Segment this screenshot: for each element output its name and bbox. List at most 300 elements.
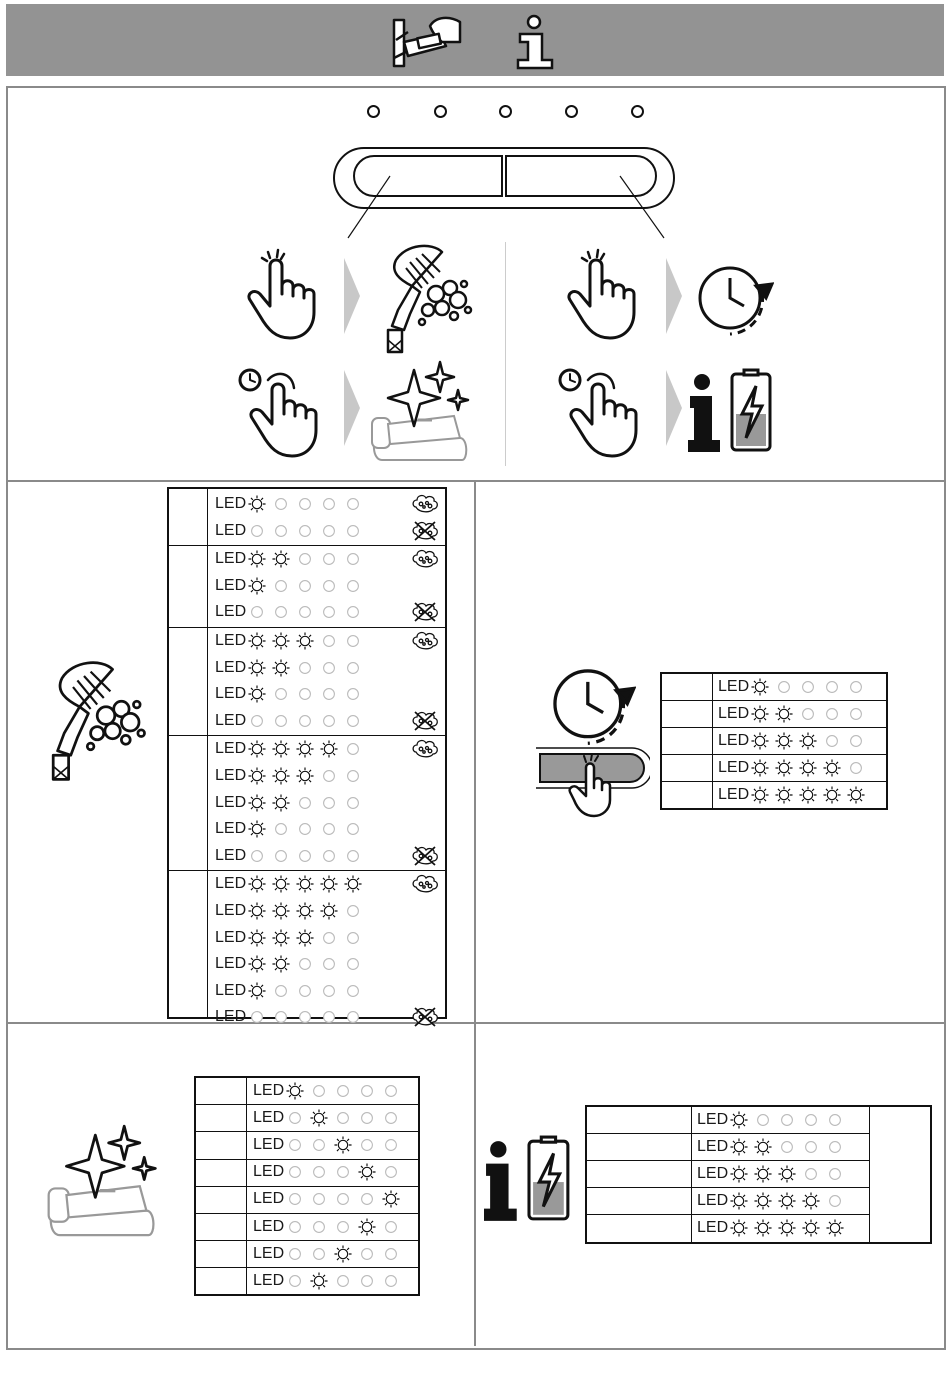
led-on-icon — [272, 767, 290, 785]
indicator-led-dot — [565, 105, 578, 118]
led-off-icon — [248, 712, 266, 730]
led-on-icon — [272, 955, 290, 973]
led-off-icon — [802, 1111, 820, 1129]
led-on-icon — [730, 1165, 748, 1183]
led-on-icon — [751, 786, 769, 804]
led-off-icon — [799, 705, 817, 723]
led-label: LED — [697, 1192, 729, 1209]
led-row — [697, 1107, 850, 1133]
led-off-icon — [334, 1190, 352, 1208]
led-label: LED — [215, 603, 247, 621]
led-row — [215, 681, 368, 707]
led-off-icon — [296, 659, 314, 677]
led-on-icon — [344, 875, 362, 893]
led-on-icon — [296, 902, 314, 920]
led-label: LED — [718, 758, 750, 776]
led-row — [253, 1105, 406, 1131]
led-off-icon — [334, 1218, 352, 1236]
timer-led-table — [660, 672, 888, 810]
led-row — [253, 1241, 406, 1267]
led-on-icon — [847, 786, 865, 804]
led-off-icon — [382, 1082, 400, 1100]
led-off-icon — [320, 577, 338, 595]
foam-off-icon — [411, 1006, 439, 1028]
led-row — [697, 1134, 850, 1160]
led-off-icon — [826, 1111, 844, 1129]
led-label: LED — [253, 1108, 285, 1126]
cleaning-sparkle-icon — [368, 360, 472, 468]
led-on-icon — [778, 1219, 796, 1237]
led-on-icon — [775, 732, 793, 750]
led-on-icon — [751, 705, 769, 723]
led-off-icon — [802, 1165, 820, 1183]
led-label: LED — [215, 875, 247, 893]
led-on-icon — [775, 759, 793, 777]
led-on-icon — [802, 1192, 820, 1210]
led-row — [215, 573, 368, 599]
arrow-right-icon — [344, 258, 360, 334]
foam-on-icon — [411, 630, 439, 652]
led-label: LED — [215, 576, 247, 594]
led-off-icon — [320, 1008, 338, 1026]
led-off-icon — [310, 1082, 328, 1100]
led-label: LED — [215, 685, 247, 703]
timer-icon — [544, 660, 636, 752]
led-row — [697, 1161, 850, 1187]
led-off-icon — [248, 1008, 266, 1026]
indicator-led-dot — [499, 105, 512, 118]
led-row — [215, 763, 368, 789]
header-bar — [6, 4, 944, 76]
led-off-icon — [382, 1136, 400, 1154]
led-off-icon — [344, 712, 362, 730]
led-off-icon — [320, 955, 338, 973]
led-off-icon — [344, 820, 362, 838]
led-off-icon — [286, 1163, 304, 1181]
led-off-icon — [320, 603, 338, 621]
led-off-icon — [248, 522, 266, 540]
led-on-icon — [754, 1138, 772, 1156]
battery-led-table — [585, 1105, 932, 1244]
led-off-icon — [286, 1109, 304, 1127]
led-off-icon — [320, 495, 338, 513]
led-off-icon — [344, 740, 362, 758]
led-off-icon — [320, 794, 338, 812]
led-on-icon — [799, 786, 817, 804]
led-label: LED — [697, 1138, 729, 1155]
indicator-led-dot — [434, 105, 447, 118]
led-on-icon — [826, 1219, 844, 1237]
long-press-icon — [236, 366, 326, 458]
led-on-icon — [823, 759, 841, 777]
led-off-icon — [826, 1165, 844, 1183]
led-off-icon — [286, 1190, 304, 1208]
led-on-icon — [802, 1219, 820, 1237]
arrow-right-icon — [344, 370, 360, 446]
led-off-icon — [286, 1136, 304, 1154]
led-on-icon — [248, 767, 266, 785]
led-on-icon — [248, 577, 266, 595]
led-off-icon — [296, 712, 314, 730]
led-label: LED — [253, 1081, 285, 1099]
led-row — [215, 1004, 368, 1030]
led-row — [253, 1214, 406, 1240]
led-off-icon — [296, 550, 314, 568]
led-on-icon — [248, 929, 266, 947]
led-on-icon — [248, 955, 266, 973]
arrow-right-icon — [666, 258, 682, 334]
led-row — [215, 708, 368, 734]
led-on-icon — [296, 767, 314, 785]
led-row — [718, 782, 871, 808]
led-off-icon — [272, 603, 290, 621]
led-on-icon — [248, 550, 266, 568]
led-row — [215, 816, 368, 842]
led-on-icon — [272, 902, 290, 920]
led-row — [215, 843, 368, 869]
led-row — [215, 978, 368, 1004]
wall-mount-icon — [390, 12, 466, 70]
foam-on-icon — [411, 548, 439, 570]
led-on-icon — [248, 820, 266, 838]
led-row — [253, 1186, 406, 1212]
led-off-icon — [320, 550, 338, 568]
led-on-icon — [296, 632, 314, 650]
led-off-icon — [286, 1245, 304, 1263]
shower-led-table — [167, 487, 447, 1026]
led-off-icon — [358, 1272, 376, 1290]
led-on-icon — [272, 550, 290, 568]
led-label: LED — [718, 704, 750, 722]
led-row — [253, 1268, 406, 1294]
led-on-icon — [751, 732, 769, 750]
led-on-icon — [272, 740, 290, 758]
led-row — [253, 1132, 406, 1158]
indicator-led-dot — [631, 105, 644, 118]
led-off-icon — [826, 1138, 844, 1156]
led-on-icon — [754, 1219, 772, 1237]
tap-icon — [566, 246, 642, 342]
led-off-icon — [382, 1245, 400, 1263]
led-on-icon — [248, 794, 266, 812]
led-on-icon — [286, 1082, 304, 1100]
led-on-icon — [272, 875, 290, 893]
divider — [474, 480, 476, 1346]
led-off-icon — [296, 820, 314, 838]
timer-icon — [690, 258, 774, 342]
hand-shower-foam-icon — [376, 240, 476, 356]
led-on-icon — [248, 982, 266, 1000]
led-off-icon — [272, 685, 290, 703]
led-label: LED — [215, 928, 247, 946]
led-label: LED — [697, 1165, 729, 1182]
led-off-icon — [320, 522, 338, 540]
led-label: LED — [253, 1217, 285, 1235]
foam-off-icon — [411, 845, 439, 867]
led-row — [215, 491, 368, 517]
led-off-icon — [358, 1190, 376, 1208]
led-label: LED — [215, 711, 247, 729]
led-on-icon — [799, 759, 817, 777]
led-off-icon — [296, 603, 314, 621]
indicator-led-dot — [367, 105, 380, 118]
led-off-icon — [334, 1109, 352, 1127]
led-off-icon — [382, 1272, 400, 1290]
led-off-icon — [296, 794, 314, 812]
led-label: LED — [215, 902, 247, 919]
led-on-icon — [310, 1109, 328, 1127]
led-off-icon — [358, 1082, 376, 1100]
led-label: LED — [697, 1111, 729, 1128]
led-off-icon — [358, 1109, 376, 1127]
led-on-icon — [248, 632, 266, 650]
led-label: LED — [253, 1244, 285, 1262]
led-off-icon — [344, 550, 362, 568]
cleaning-sparkle-icon — [44, 1124, 160, 1244]
foam-off-icon — [411, 601, 439, 623]
led-label: LED — [253, 1272, 285, 1289]
led-off-icon — [272, 1008, 290, 1026]
led-off-icon — [358, 1245, 376, 1263]
led-label: LED — [718, 731, 750, 749]
led-on-icon — [730, 1111, 748, 1129]
led-label: LED — [215, 495, 247, 512]
led-off-icon — [248, 847, 266, 865]
led-off-icon — [344, 982, 362, 1000]
led-off-icon — [310, 1190, 328, 1208]
led-off-icon — [382, 1109, 400, 1127]
led-label: LED — [215, 981, 247, 999]
battery-info-icon — [484, 1134, 574, 1224]
led-label: LED — [215, 632, 247, 649]
led-on-icon — [778, 1165, 796, 1183]
led-row — [215, 898, 368, 924]
divider — [505, 242, 506, 466]
led-on-icon — [358, 1163, 376, 1181]
foam-off-icon — [411, 520, 439, 542]
led-label: LED — [253, 1190, 285, 1208]
battery-info-icon — [688, 368, 776, 454]
led-off-icon — [310, 1245, 328, 1263]
led-off-icon — [847, 759, 865, 777]
led-off-icon — [286, 1218, 304, 1236]
led-off-icon — [320, 632, 338, 650]
led-row — [215, 599, 368, 625]
led-on-icon — [334, 1245, 352, 1263]
led-off-icon — [310, 1163, 328, 1181]
led-on-icon — [272, 794, 290, 812]
led-on-icon — [320, 902, 338, 920]
led-off-icon — [775, 678, 793, 696]
led-on-icon — [754, 1192, 772, 1210]
led-off-icon — [826, 1192, 844, 1210]
led-on-icon — [248, 685, 266, 703]
led-on-icon — [310, 1272, 328, 1290]
led-off-icon — [320, 712, 338, 730]
led-row — [215, 871, 368, 897]
led-row — [215, 628, 368, 654]
led-off-icon — [310, 1218, 328, 1236]
led-on-icon — [296, 875, 314, 893]
led-off-icon — [344, 794, 362, 812]
led-off-icon — [296, 685, 314, 703]
led-off-icon — [802, 1138, 820, 1156]
led-off-icon — [296, 982, 314, 1000]
led-label: LED — [253, 1136, 285, 1153]
led-on-icon — [358, 1218, 376, 1236]
led-label: LED — [697, 1219, 729, 1236]
arrow-right-icon — [666, 370, 682, 446]
led-on-icon — [751, 759, 769, 777]
led-row — [215, 790, 368, 816]
led-on-icon — [775, 705, 793, 723]
led-on-icon — [754, 1165, 772, 1183]
led-label: LED — [215, 767, 247, 784]
led-on-icon — [799, 732, 817, 750]
led-off-icon — [344, 955, 362, 973]
led-off-icon — [344, 929, 362, 947]
led-off-icon — [344, 495, 362, 513]
led-row — [215, 518, 368, 544]
led-row — [718, 701, 871, 727]
led-off-icon — [823, 678, 841, 696]
led-off-icon — [286, 1272, 304, 1290]
led-off-icon — [320, 982, 338, 1000]
cleaning-led-table — [194, 1076, 420, 1296]
led-row — [253, 1078, 406, 1104]
led-row — [718, 674, 871, 700]
foam-off-icon — [411, 710, 439, 732]
led-off-icon — [344, 603, 362, 621]
led-off-icon — [344, 659, 362, 677]
led-label: LED — [253, 1163, 285, 1181]
led-off-icon — [823, 732, 841, 750]
led-off-icon — [382, 1163, 400, 1181]
led-row — [215, 546, 368, 572]
led-label: LED — [215, 550, 247, 568]
led-row — [215, 736, 368, 762]
control-panel — [330, 146, 680, 246]
led-on-icon — [823, 786, 841, 804]
led-on-icon — [775, 786, 793, 804]
led-on-icon — [320, 875, 338, 893]
info-icon — [512, 14, 560, 70]
led-off-icon — [310, 1136, 328, 1154]
led-label: LED — [215, 658, 247, 676]
led-off-icon — [272, 712, 290, 730]
led-on-icon — [248, 740, 266, 758]
led-off-icon — [296, 495, 314, 513]
led-off-icon — [344, 632, 362, 650]
led-off-icon — [344, 767, 362, 785]
led-off-icon — [334, 1082, 352, 1100]
led-off-icon — [272, 495, 290, 513]
led-on-icon — [248, 902, 266, 920]
led-label: LED — [215, 740, 247, 758]
led-row — [697, 1188, 850, 1214]
led-off-icon — [334, 1163, 352, 1181]
led-off-icon — [344, 685, 362, 703]
led-label: LED — [215, 793, 247, 811]
led-off-icon — [823, 705, 841, 723]
led-off-icon — [272, 577, 290, 595]
tap-icon — [246, 246, 322, 342]
led-on-icon — [382, 1190, 400, 1208]
led-off-icon — [344, 577, 362, 595]
led-row — [718, 728, 871, 754]
led-off-icon — [296, 522, 314, 540]
foam-on-icon — [411, 493, 439, 515]
led-row — [215, 655, 368, 681]
led-off-icon — [344, 522, 362, 540]
led-off-icon — [847, 732, 865, 750]
led-on-icon — [272, 632, 290, 650]
led-off-icon — [272, 820, 290, 838]
led-label: LED — [215, 521, 247, 539]
led-off-icon — [778, 1138, 796, 1156]
led-on-icon — [272, 929, 290, 947]
led-off-icon — [344, 1008, 362, 1026]
shower-mode-button[interactable] — [354, 156, 502, 196]
led-off-icon — [296, 577, 314, 595]
timer-button-press — [534, 744, 650, 820]
hand-shower-foam-icon — [40, 656, 150, 784]
led-label: LED — [215, 955, 247, 973]
led-on-icon — [334, 1136, 352, 1154]
led-label: LED — [215, 820, 247, 838]
led-off-icon — [358, 1136, 376, 1154]
led-off-icon — [382, 1218, 400, 1236]
led-on-icon — [296, 740, 314, 758]
led-off-icon — [320, 767, 338, 785]
led-row — [215, 951, 368, 977]
led-on-icon — [778, 1192, 796, 1210]
led-label: LED — [718, 785, 750, 803]
led-row — [253, 1159, 406, 1185]
led-off-icon — [320, 659, 338, 677]
led-off-icon — [320, 685, 338, 703]
led-on-icon — [272, 659, 290, 677]
led-off-icon — [272, 982, 290, 1000]
led-off-icon — [296, 847, 314, 865]
led-off-icon — [296, 1008, 314, 1026]
led-off-icon — [272, 522, 290, 540]
led-row — [718, 755, 871, 781]
led-off-icon — [799, 678, 817, 696]
led-on-icon — [320, 740, 338, 758]
led-on-icon — [248, 495, 266, 513]
foam-on-icon — [411, 738, 439, 760]
led-off-icon — [847, 705, 865, 723]
foam-on-icon — [411, 873, 439, 895]
led-label: LED — [718, 677, 750, 695]
led-on-icon — [730, 1138, 748, 1156]
timer-info-button[interactable] — [506, 156, 656, 196]
led-off-icon — [778, 1111, 796, 1129]
led-on-icon — [751, 678, 769, 696]
led-off-icon — [320, 847, 338, 865]
led-off-icon — [320, 820, 338, 838]
led-off-icon — [320, 929, 338, 947]
led-row — [215, 925, 368, 951]
led-on-icon — [296, 929, 314, 947]
led-on-icon — [730, 1219, 748, 1237]
led-on-icon — [730, 1192, 748, 1210]
led-off-icon — [296, 955, 314, 973]
led-label: LED — [215, 1008, 247, 1026]
led-off-icon — [344, 847, 362, 865]
led-off-icon — [754, 1111, 772, 1129]
